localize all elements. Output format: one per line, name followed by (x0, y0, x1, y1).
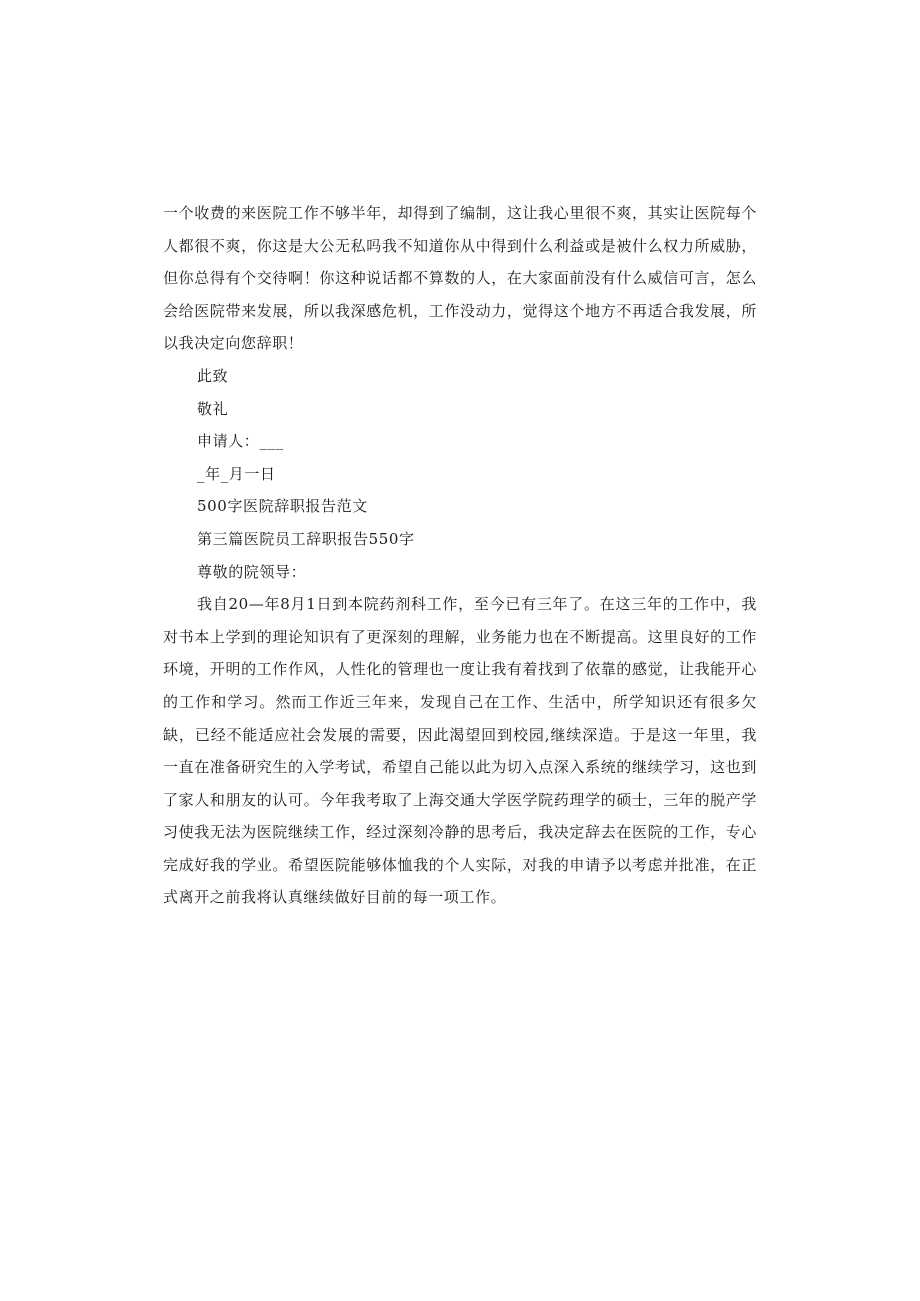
paragraph-body: 我自20—年8月1日到本院药剂科工作，至今已有三年了。在这三年的工作中，我对书本上学到的理论知识有了更深刻的理解，业务能力也在不断提高。这里良好的工作环境，开明的工作作风，人性化的管理也一度让我有着找到了依靠的感觉，让我能开心的工作和学习。然而工作近三年来，发现自己在工作、生活中，所学知识还有很多欠缺，已经不能适应社会发展的需要，因此渴望回到校园,继续深造。于是这一年里，我一直在准备研究生的入学考试，希望自己能以此为切入点深入系统的继续学习，这也到了家人和朋友的认可。今年我考取了上海交通大学医学院药理学的硕士，三年的脱产学习使我无法为医院继续工作，经过深刻冷静的思考后，我决定辞去在医院的工作，专心完成好我的学业。希望医院能够体恤我的个人实际，对我的申请予以考虑并批准，在正式离开之前我将认真继续做好目前的每一项工作。 (163, 595, 757, 907)
article-title: 第三篇医院员工辞职报告550字 (197, 529, 415, 548)
document-body (163, 197, 757, 914)
section-heading: 500字医院辞职报告范文 (197, 497, 368, 516)
paragraph-resignation-reason: 一个收费的来医院工作不够半年，却得到了编制，这让我心里很不爽，其实让医院每个人都很不爽，你这是大公无私吗我不知道你从中得到什么利益或是被什么权力所威胁，但你总得有个交待啊！你这种说话都不算数的人，在大家面前没有什么威信可言，怎么会给医院带来发展，所以我深感危机，工作没动力，觉得这个地方不再适合我发展，所以我决定向您辞职！ (163, 204, 757, 353)
salutation: 尊敬的院领导： (197, 562, 307, 581)
closing-line-2: 敬礼 (197, 399, 229, 418)
applicant-line: 申请人：___ (197, 432, 284, 451)
date-line: _年_月一日 (197, 464, 276, 483)
closing-line-1: 此致 (197, 366, 229, 385)
